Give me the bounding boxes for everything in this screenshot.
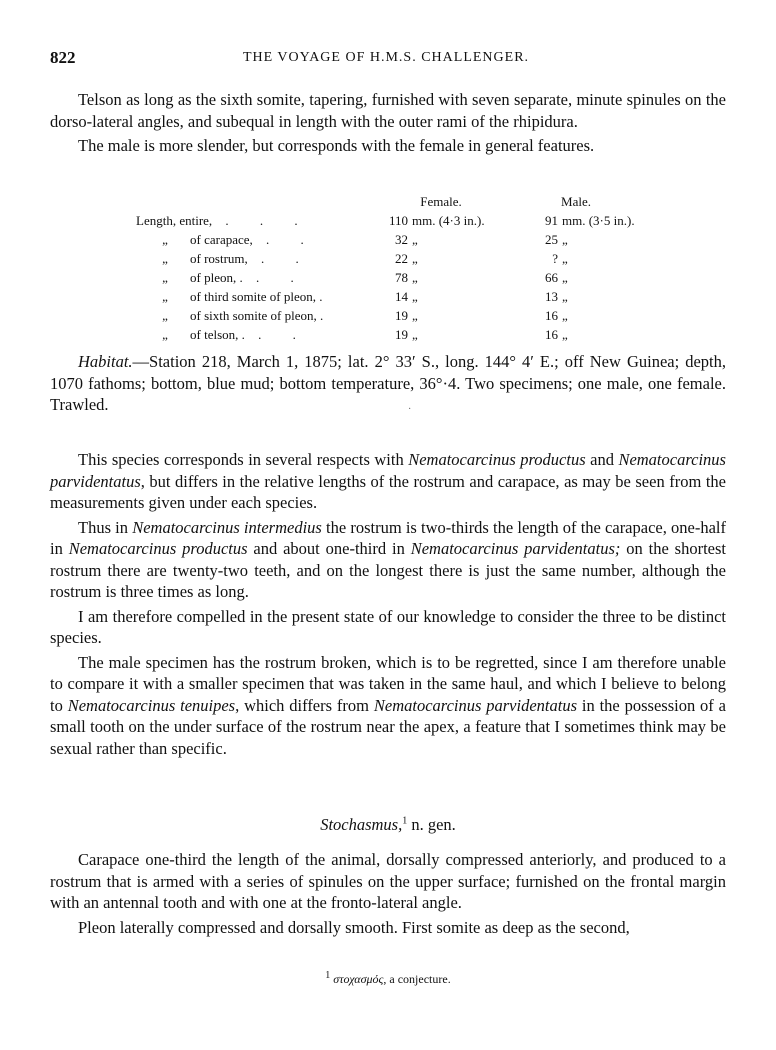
discussion-paragraph-4: The male specimen has the rostrum broken, which is to be regretted, since I am therefore unable to compare it with a smaller specimen that was taken in the same haul, and which I believe to belong to Nematocarcinus tenuipes, which differs from Nematocarcinus parvidentatus in the possession of a small tooth on the under surface of the rostrum near the apex, a feature that I sometimes think may be sexual rather than specific.	[50, 652, 726, 758]
habitat-paragraph	[50, 351, 726, 416]
species-name: Nematocarcinus productus	[68, 539, 248, 558]
female-cell: 110 mm. (4·3 in.).	[388, 213, 485, 228]
genus-heading: Stochasmus,$^1$ n. gen.	[320, 815, 456, 834]
stray-mark: ·	[408, 404, 412, 415]
species-name: Nematocarcinus parvidentatus	[50, 450, 726, 491]
leader-dots: . . .	[225, 213, 312, 228]
table-body	[136, 211, 636, 344]
female-cell: 14 „	[395, 289, 418, 304]
leader-dots: . .	[261, 251, 313, 266]
discussion-section	[50, 449, 726, 759]
table-row	[136, 287, 636, 306]
row-label	[136, 249, 366, 268]
footnote-number: 1	[325, 970, 331, 981]
male-cell: ? „	[552, 251, 568, 266]
measure-label: of carapace,	[190, 232, 253, 247]
footnote	[0, 972, 776, 987]
habitat-label: Habitat.	[78, 352, 133, 371]
telson-paragraph: Telson as long as the sixth somite, tapering, furnished with seven separate, minute spinules on the dorso-lateral angles, and subequal in length with the outer rami of the rhipidura.	[50, 90, 726, 131]
table-row	[136, 249, 636, 268]
row-label	[136, 268, 366, 287]
ditto-mark: „	[162, 289, 168, 304]
pleon-paragraph: Pleon laterally compressed and dorsally smooth. First somite as deep as the second,	[78, 917, 630, 937]
page-header	[50, 48, 722, 70]
measure-label: Length, entire,	[136, 213, 213, 228]
table-row	[136, 230, 636, 249]
genus-name: Stochasmus,	[320, 815, 403, 834]
discussion-paragraph-3: I am therefore compelled in the present state of our knowledge to consider the three to be distinct species.	[50, 606, 726, 647]
habitat-text: —Station 218, March 1, 1875; lat. 2° 33′ S., long. 144° 4′ E.; off New Guinea; depth, 1070 fathoms; bottom, blue mud; bottom temperature, 36°·4. Two specimens; one male, one female. Trawled.	[50, 352, 726, 414]
measure-label: of rostrum,	[190, 251, 248, 266]
row-label	[136, 230, 366, 249]
species-name: Nematocarcinus parvidentatus	[373, 695, 578, 715]
carapace-paragraph: Carapace one-third the length of the animal, dorsally compressed anteriorly, and produced to a rostrum that is armed with a series of spinules on the upper surface; furnished on the frontal margin with an antennal tooth and with one at the fronto-lateral angle.	[50, 850, 726, 912]
footnote-reference: 1	[402, 815, 408, 827]
male-cell: 16 „	[545, 327, 568, 342]
measure-label: of third somite of pleon, .	[190, 289, 323, 304]
male-paragraph: The male is more slender, but corresponds with the female in general features.	[78, 136, 595, 155]
male-cell: 91 mm. (3·5 in.).	[545, 213, 635, 228]
female-cell: 32 „	[395, 232, 418, 247]
table-row	[136, 325, 636, 344]
row-label	[136, 306, 366, 325]
ditto-mark: „	[162, 270, 168, 285]
male-cell: 13 „	[545, 289, 568, 304]
female-cell: 22 „	[395, 251, 418, 266]
ditto-mark: „	[162, 308, 168, 323]
row-label	[136, 211, 366, 230]
footnote-greek: στοχασμός	[333, 972, 384, 986]
table-header-row	[136, 192, 636, 211]
female-cell: 19 „	[395, 327, 418, 342]
measure-label: of telson, .	[190, 327, 245, 342]
row-label	[136, 287, 366, 306]
page-number: 822	[50, 48, 76, 67]
ditto-mark: „	[162, 251, 168, 266]
species-name: Nematocarcinus tenuipes	[67, 695, 236, 715]
measure-label: of sixth somite of pleon, .	[190, 308, 324, 323]
male-cell: 66 „	[545, 270, 568, 285]
genus-description	[50, 849, 726, 938]
running-title: THE VOYAGE OF H.M.S. CHALLENGER.	[242, 50, 530, 65]
row-label	[136, 325, 366, 344]
table-row	[136, 211, 636, 230]
ditto-mark: „	[162, 232, 168, 247]
male-cell: 25 „	[545, 232, 568, 247]
measure-label: of pleon, .	[190, 270, 243, 285]
female-cell: 78 „	[395, 270, 418, 285]
leader-dots: . .	[266, 232, 318, 247]
species-name: Nematocarcinus intermedius	[132, 517, 322, 537]
measurements-table	[136, 192, 636, 344]
leader-dots: . .	[255, 270, 308, 285]
habitat-section	[50, 351, 726, 416]
male-cell: 16 „	[545, 308, 568, 323]
table-row	[136, 306, 636, 325]
footnote-text: , a conjecture.	[383, 972, 451, 986]
species-name: Nematocarcinus parvidentatus;	[410, 539, 621, 558]
table-row	[136, 268, 636, 287]
female-cell: 19 „	[395, 308, 418, 323]
leader-dots: . .	[258, 327, 310, 342]
discussion-paragraph-1: This species corresponds in several respects with Nematocarcinus productus and Nematocarcinus parvidentatus, but differs in the relative lengths of the rostrum and carapace, as may be seen from the measurements given under each species.	[50, 450, 726, 512]
species-name: Nematocarcinus productus	[408, 450, 586, 469]
intro-section	[50, 89, 726, 157]
discussion-paragraph-2: Thus in Nematocarcinus intermedius the rostrum is two-thirds the length of the carapace, one-half in Nematocarcinus productus and about one-third in Nematocarcinus parvidentatus; on the shortest rostrum there are twenty-two teeth, and on the longest there is just the same number, although the rostrum is three times as long.	[50, 517, 726, 601]
male-column-header: Male.	[561, 194, 591, 209]
female-column-header: Female.	[420, 194, 462, 209]
ditto-mark: „	[162, 327, 168, 342]
